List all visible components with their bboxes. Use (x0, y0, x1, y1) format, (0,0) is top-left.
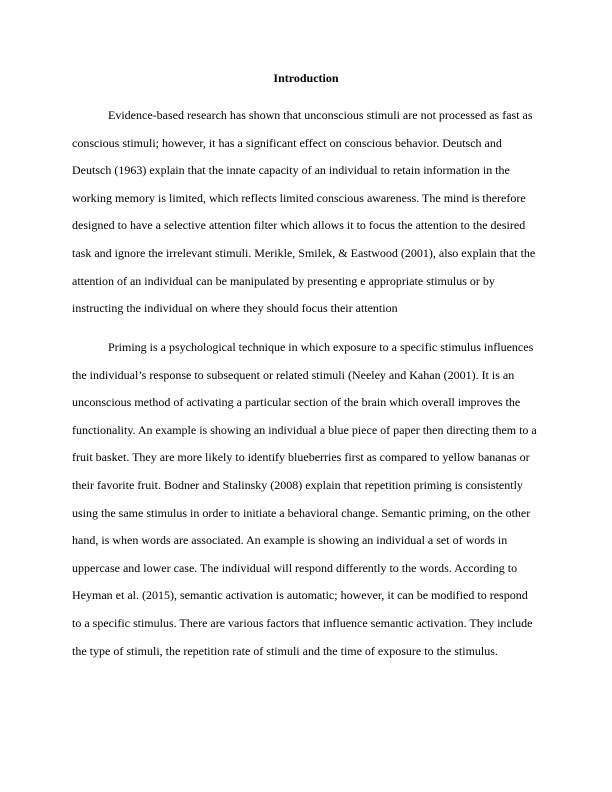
text-line: using the same stimulus in order to initiate a behavioral change. Semantic priming, on the other (72, 505, 531, 520)
text-line: Deutsch (1963) explain that the innate capacity of an individual to retain information in the (72, 163, 510, 178)
text-line: instructing the individual on where they should focus their attention (72, 301, 398, 316)
text-line: task and ignore the irrelevant stimuli. Merikle, Smilek, & Eastwood (2001), also explain that the (72, 245, 536, 260)
text-line: the individual’s response to subsequent or related stimuli (Neeley and Kahan (2001). It is an (72, 367, 515, 382)
text-line: fruit basket. They are more likely to identify blueberries first as compared to yellow bananas or (72, 450, 530, 465)
text-line: unconscious method of activating a particular section of the brain which overall improves the (72, 395, 521, 410)
paragraph-2 (72, 334, 542, 665)
text-line: working memory is limited, which reflects limited conscious awareness. The mind is therefore (72, 190, 526, 205)
text-line: hand, is when words are associated. An example is showing an individual a set of words in (72, 533, 508, 548)
text-line: Heyman et al. (2015), semantic activation is automatic; however, it can be modified to respond (72, 588, 528, 603)
text-line: their favorite fruit. Bodner and Stalinsky (2008) explain that repetition priming is consistently (72, 477, 523, 492)
text-line: attention of an individual can be manipulated by presenting e appropriate stimulus or by (72, 273, 495, 288)
text-line: Priming is a psychological technique in which exposure to a specific stimulus influences (108, 340, 534, 354)
section-heading: Introduction (273, 71, 339, 85)
text-line: conscious stimuli; however, it has a significant effect on conscious behavior. Deutsch and (72, 135, 502, 150)
text-line: functionality. An example is showing an individual a blue piece of paper then directing them to a (72, 422, 537, 437)
text-line: designed to have a selective attention filter which allows it to focus the attention to the desired (72, 218, 526, 233)
text-line: Evidence-based research has shown that unconscious stimuli are not processed as fast as (108, 108, 533, 122)
paragraph-1 (72, 102, 542, 323)
text-line: the type of stimuli, the repetition rate of stimuli and the time of exposure to the stimulus. (72, 643, 498, 658)
text-line: to a specific stimulus. There are various factors that influence semantic activation. They include (72, 615, 533, 630)
text-line: uppercase and lower case. The individual will respond differently to the words. According to (72, 560, 518, 575)
